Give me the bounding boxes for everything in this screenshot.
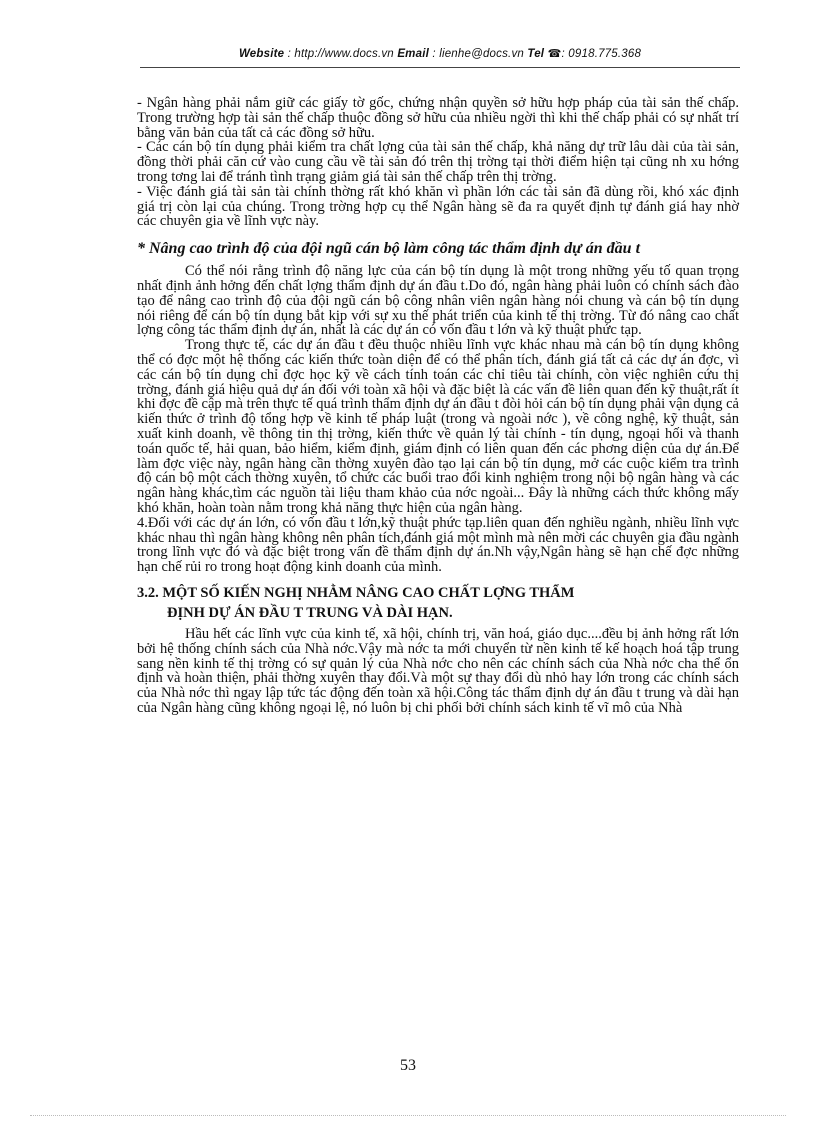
phone-icon: ☎ [547, 48, 562, 60]
page-header [140, 47, 740, 68]
section-heading-recommendations [137, 583, 739, 623]
tel-number: : 0918.775.368 [561, 48, 642, 60]
bottom-divider [30, 1115, 786, 1116]
paragraph-financial-asset-valuation: - Việc đánh giá tài sản tài chính thờng rất khó khăn vì phần lớn các tài sản đã dùng rồi, khó xác định giá trị còn lại của chúng. Trong trờng hợp cụ thể Ngân hàng sẽ đa ra quyết định tự đánh giá hay nhờ các chuyên gia về lĩnh vực này. [137, 183, 739, 230]
paragraph-state-policy: Hầu hết các lĩnh vực của kinh tế, xã hội, chính trị, văn hoá, giáo dục....đều bị ảnh hởng rất lớn bởi hệ thống chính sách của Nhà nớc.Vậy mà nớc ta mới chuyển từ nền kinh tế kế hoạch hoá tập trung sang nền kinh tế thị trờng có sự quản lý của Nhà nớc cho nên các chính sách của Nhà nớc cha thể ổn định và hoàn thiện, phải thờng xuyên thay đổi.Và một sự thay đổi dù nhỏ hay lớn trong các chính sách của Nhà nớc thì ngay lập tức tác động đến toàn xã hội.Công tác thẩm định dự án đầu t trung và dài hạn của Ngân hàng cũng không ngoại lệ, nó luôn bị chi phối bởi chính sách kinh tế vĩ mô của Nhà [137, 625, 739, 716]
document-body [137, 96, 739, 716]
section-heading-staff-training: * Nâng cao trình độ của đội ngũ cán bộ làm công tác thẩm định dự án đầu t [137, 240, 641, 258]
heading-line-1: 3.2. MỘT SỐ KIẾN NGHỊ NHẰM NÂNG CAO CHẤT LỢNG THẨM [137, 584, 575, 601]
tel-label: Tel [527, 48, 545, 60]
paragraph-large-projects: 4.Đối với các dự án lớn, có vốn đầu t lớn,kỹ thuật phức tạp.liên quan đến nghiều ngành, nhiều lĩnh vực khác nhau thì ngân hàng không nên phân tích,đánh giá một mình mà nên mời các chuyên gia đầu ngành trong lĩnh vực đó và đặc biệt trong vấn đề thẩm định dự án.Nh vậy,Ngân hàng sẽ hạn chế đợc những hạn chế rủi ro trong hoạt động kinh doanh của mình. [137, 514, 740, 576]
paragraph-collateral-quality: - Các cán bộ tín dụng phải kiểm tra chất lợng của tài sản thế chấp, khả năng dự trữ lâu dài của tài sản, đồng thời phải căn cứ vào cung cầu về tài sản đó trên thị trờng tại thời điểm hiện tại cũng nh xu hớng trong tơng lai để tránh tình trạng giảm giá tài sản thế chấp trên thị trờng. [137, 139, 739, 185]
website-url[interactable]: http://www.docs.vn [294, 48, 394, 60]
paragraph-staff-competence: Có thể nói rằng trình độ năng lực của cán bộ tín dụng là một trong những yếu tố quan trọng nhất định ảnh hởng đến chất lợng thẩm định dự án đầu t.Do đó, ngân hàng phải luôn có chính sách đào tạo để nâng cao trình độ của đội ngũ cán bộ công nhân viên ngân hàng nói chung và cán bộ tín dụng nói riêng để cán bộ tín dụng bắt kịp với sự xu thế phát triển của kinh tế thị trờng. Từ đó nâng cao chất lợng công tác thẩm định dự án, nhất là các dự án có vốn đầu t lớn và kỹ thuật phức tạp. [137, 263, 739, 339]
page-number: 53 [400, 1057, 416, 1074]
email-label: Email [397, 48, 429, 60]
website-separator: : [284, 48, 295, 60]
paragraph-practical-knowledge: Trong thực tế, các dự án đầu t đều thuộc nhiều lĩnh vực khác nhau mà cán bộ tín dụng không thể có đợc một hệ thống các kiến thức toàn diện để có thể phân tích, đánh giá tất cả các dự án đợc, vì các cán bộ tín dụng chỉ đợc học kỹ về cách tính toán các chỉ tiêu tài chính, còn việc nghiên cứu thị trờng, đánh giá hiệu quả dự án đối với toàn xã hội và đặc biệt là các vấn đề liên quan đến kỹ thuật,rất ít khi đợc đề cập mà trên thực tế quá trình thẩm định dự án đầu t đòi hỏi cán bộ tín dụng phải vận dụng cả kiến thức ở trình độ tổng hợp về kinh tế pháp luật (trong và ngoài nớc ), về công nghệ, kỹ thuật, sản xuất kinh doanh, về thông tin thị trờng, kiến thức về quản lý tài chính - tín dụng, ngoại hối và thanh toán quốc tế, hải quan, bảo hiểm, kiểm định, giám định có liên quan đến các phơng diện của dự án.Để làm đợc việc này, ngân hàng cần thờng xuyên đào tạo lại cán bộ tín dụng, mở các cuộc kiểm tra trình độ cán bộ một cách thờng xuyên, tổ chức các buổi trao đổi kinh nghiệm trong nội bộ ngân hàng và các ngân hàng khác,tìm các nguồn tài liệu tham khảo của nớc ngoài... Đây là những cách thức không mấy khó khăn, hoàn toàn nằm trong khả năng thực hiện của ngân hàng. [137, 337, 739, 516]
website-label: Website [238, 48, 285, 60]
email-address[interactable]: lienhe@docs.vn [439, 48, 524, 60]
heading-line-2: ĐỊNH DỰ ÁN ĐẦU T TRUNG VÀ DÀI HẠN. [167, 604, 453, 621]
paragraph-collateral-documents: - Ngân hàng phải nắm giữ các giấy tờ gốc, chứng nhận quyền sở hữu hợp pháp của tài sản thế chấp. Trong trường hợp tài sản thế chấp thuộc đồng sở hữu của nhiều ngời thì khi thế chấp phải có sự nhất trí bằng văn bản của tất cả các đồng sở hữu. [137, 95, 739, 141]
email-separator: : [429, 48, 440, 60]
